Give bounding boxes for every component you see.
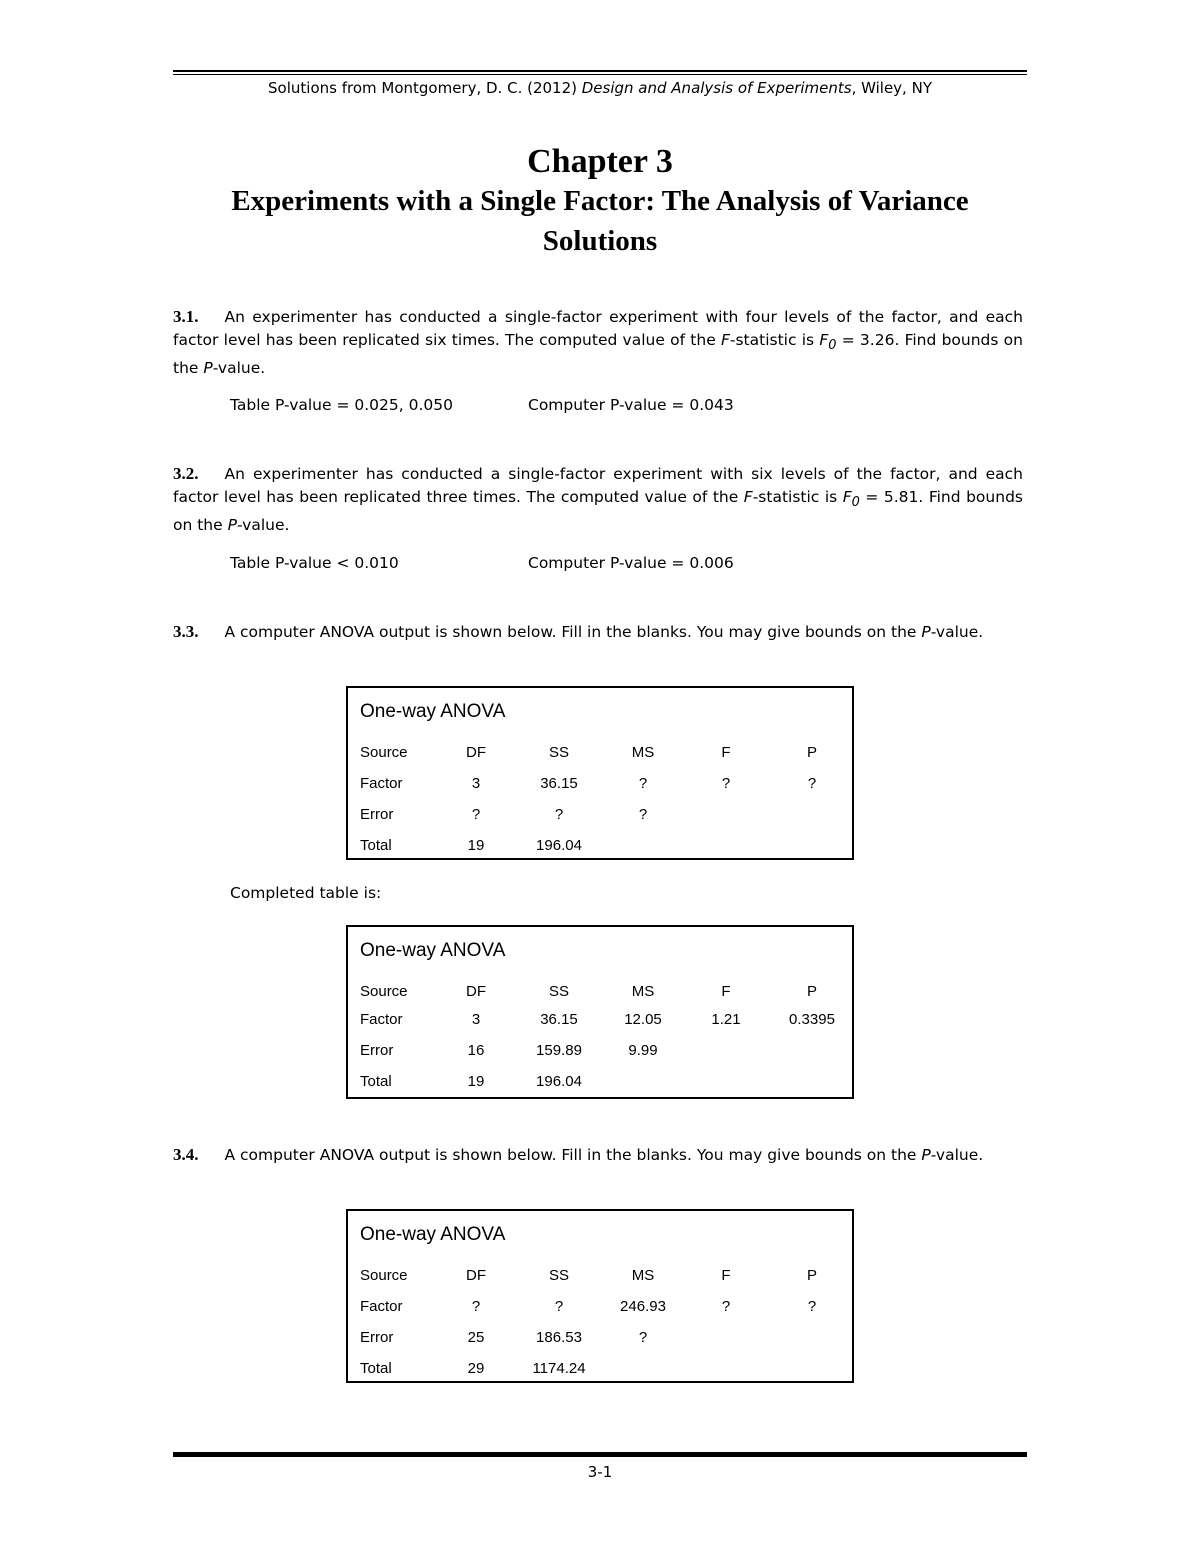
header-cell: Source bbox=[360, 983, 408, 1000]
problem-number: 3.3. bbox=[173, 622, 199, 641]
table-cell: 196.04 bbox=[536, 1073, 582, 1090]
table-cell: Total bbox=[360, 1073, 392, 1090]
table-cell: ? bbox=[471, 1298, 481, 1315]
table-cell: 36.15 bbox=[540, 775, 578, 792]
table-cell: 16 bbox=[467, 1042, 485, 1059]
table-cell: 186.53 bbox=[536, 1329, 582, 1346]
answer-table-pvalue: Table P-value = 0.025, 0.050 bbox=[230, 396, 453, 414]
header-cell: MS bbox=[631, 744, 655, 761]
header-cell: F bbox=[721, 1267, 731, 1284]
anova-table bbox=[346, 686, 854, 860]
running-header bbox=[173, 78, 1027, 98]
table-cell: ? bbox=[471, 806, 481, 823]
table-cell: 3 bbox=[471, 1011, 481, 1028]
header-cell: SS bbox=[548, 1267, 569, 1284]
header-cell: MS bbox=[631, 983, 655, 1000]
footer-rule bbox=[173, 1452, 1027, 1457]
header-cell: F bbox=[721, 983, 731, 1000]
table-cell: 3 bbox=[471, 775, 481, 792]
table-cell: Factor bbox=[360, 1011, 403, 1028]
table-cell: 29 bbox=[467, 1360, 485, 1377]
table-cell: ? bbox=[721, 1298, 731, 1315]
table-cell: Total bbox=[360, 837, 392, 854]
page-number: 3-1 bbox=[587, 1463, 613, 1481]
table-cell: 0.3395 bbox=[789, 1011, 835, 1028]
problem-3-3: 3.3. A computer ANOVA output is shown below. Fill in the blanks. You may give bounds on the P-value. bbox=[173, 622, 984, 641]
anova-table bbox=[346, 1209, 854, 1383]
table-cell: 246.93 bbox=[620, 1298, 666, 1315]
anova-title: One-way ANOVA bbox=[360, 1224, 506, 1245]
chapter-title: Chapter 3 bbox=[527, 143, 673, 180]
table-cell: Error bbox=[360, 806, 394, 823]
answer-table-pvalue: Table P-value < 0.010 bbox=[230, 554, 399, 572]
table-cell: ? bbox=[638, 806, 648, 823]
header-suffix: , Wiley, NY bbox=[851, 79, 932, 97]
table-cell: ? bbox=[807, 1298, 817, 1315]
table-cell: Error bbox=[360, 1042, 394, 1059]
header-cell: DF bbox=[466, 983, 486, 1000]
header-rule-thick bbox=[173, 70, 1027, 72]
table-cell: 19 bbox=[467, 837, 485, 854]
table-cell: 25 bbox=[467, 1329, 485, 1346]
table-cell: 36.15 bbox=[540, 1011, 578, 1028]
header-cell: P bbox=[806, 983, 817, 1000]
header-cell: Source bbox=[360, 1267, 408, 1284]
table-cell: ? bbox=[807, 775, 817, 792]
answer-computer-pvalue: Computer P-value = 0.006 bbox=[528, 554, 734, 572]
header-cell: P bbox=[806, 1267, 817, 1284]
table-cell: Factor bbox=[360, 775, 403, 792]
table-cell: Factor bbox=[360, 1298, 403, 1315]
completed-table-label: Completed table is: bbox=[230, 884, 382, 902]
header-rule-thin bbox=[173, 74, 1027, 75]
table-cell: 1.21 bbox=[711, 1011, 741, 1028]
anova-title: One-way ANOVA bbox=[360, 940, 506, 961]
header-cell: MS bbox=[631, 1267, 655, 1284]
anova-table-completed bbox=[346, 925, 854, 1099]
table-cell: ? bbox=[638, 1329, 648, 1346]
header-prefix: Solutions from Montgomery, D. C. (2012) bbox=[268, 79, 582, 97]
answer-computer-pvalue: Computer P-value = 0.043 bbox=[528, 396, 734, 414]
solutions-heading: Solutions bbox=[542, 225, 658, 257]
header-cell: F bbox=[721, 744, 731, 761]
problem-number: 3.2. bbox=[173, 464, 199, 483]
table-cell: 9.99 bbox=[628, 1042, 658, 1059]
problem-3-1: 3.1. An experimenter has conducted a single-factor experiment with four levels of the factor, and each factor level has been replicated six times. The computed value of the F-statistic is $F_0 = 3.26$. Find bounds on the P-value. bbox=[173, 307, 1023, 378]
header-cell: Source bbox=[360, 744, 408, 761]
table-cell: 19 bbox=[467, 1073, 485, 1090]
header-cell: DF bbox=[466, 744, 486, 761]
header-cell: SS bbox=[548, 983, 569, 1000]
table-cell: ? bbox=[554, 1298, 564, 1315]
table-cell: ? bbox=[638, 775, 648, 792]
header-cell: P bbox=[806, 744, 817, 761]
problem-3-4: 3.4. A computer ANOVA output is shown below. Fill in the blanks. You may give bounds on the P-value. bbox=[173, 1145, 984, 1164]
table-cell: 159.89 bbox=[536, 1042, 582, 1059]
table-cell: ? bbox=[721, 775, 731, 792]
table-cell: 1174.24 bbox=[532, 1360, 586, 1377]
header-cell: SS bbox=[548, 744, 569, 761]
anova-title: One-way ANOVA bbox=[360, 701, 506, 722]
problem-3-2: 3.2. An experimenter has conducted a single-factor experiment with six levels of the factor, and each factor level has been replicated three times. The computed value of the F-statistic is $F_0 = 5.81$. Find bounds on the P-value. bbox=[173, 464, 1023, 535]
header-cell: DF bbox=[466, 1267, 486, 1284]
chapter-subtitle: Experiments with a Single Factor: The Analysis of Variance bbox=[231, 185, 969, 217]
problem-number: 3.1. bbox=[173, 307, 199, 326]
table-cell: 12.05 bbox=[624, 1011, 662, 1028]
table-cell: Total bbox=[360, 1360, 392, 1377]
problem-number: 3.4. bbox=[173, 1145, 199, 1164]
header-book-title: Design and Analysis of Experiments bbox=[581, 79, 852, 97]
table-cell: ? bbox=[554, 806, 564, 823]
table-cell: Error bbox=[360, 1329, 394, 1346]
table-cell: 196.04 bbox=[536, 837, 582, 854]
